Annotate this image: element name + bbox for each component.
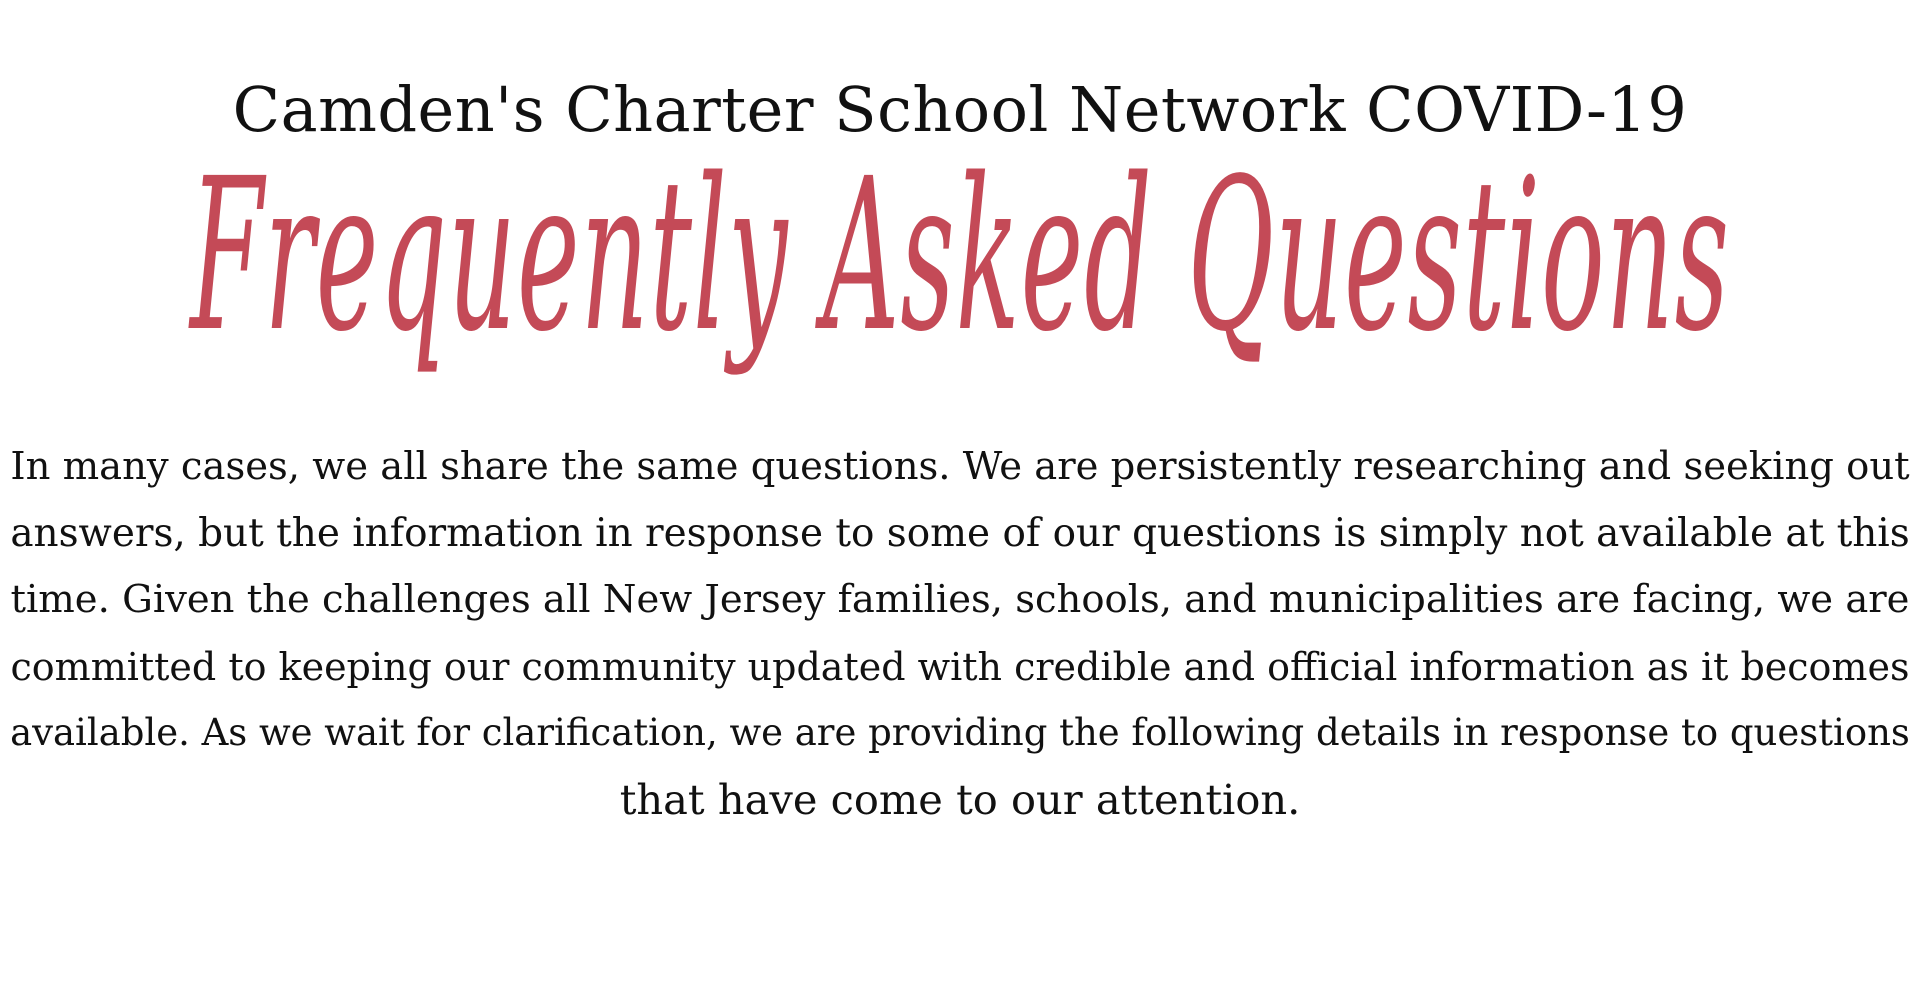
page-subtitle: Camden's Charter School Network COVID-19 bbox=[232, 73, 1688, 146]
intro-paragraph bbox=[0, 434, 1920, 833]
intro-line: committed to keeping our community updated with credible and official information as it becomes bbox=[10, 644, 1910, 689]
intro-line: In many cases, we all share the same questions. We are persistently researching and seeking out bbox=[10, 444, 1910, 489]
intro-line: available. As we wait for clarification, we are providing the following details in response to questions bbox=[10, 711, 1910, 754]
intro-line: answers, but the information in response to some of our questions is simply not available at this bbox=[10, 510, 1910, 556]
page-title bbox=[0, 168, 1920, 418]
page-title-text: Frequently Asked Questions bbox=[187, 168, 1730, 378]
intro-line: that have come to our attention. bbox=[619, 774, 1301, 824]
intro-line: time. Given the challenges all New Jersey families, schools, and municipalities are facing, we are bbox=[10, 577, 1910, 622]
